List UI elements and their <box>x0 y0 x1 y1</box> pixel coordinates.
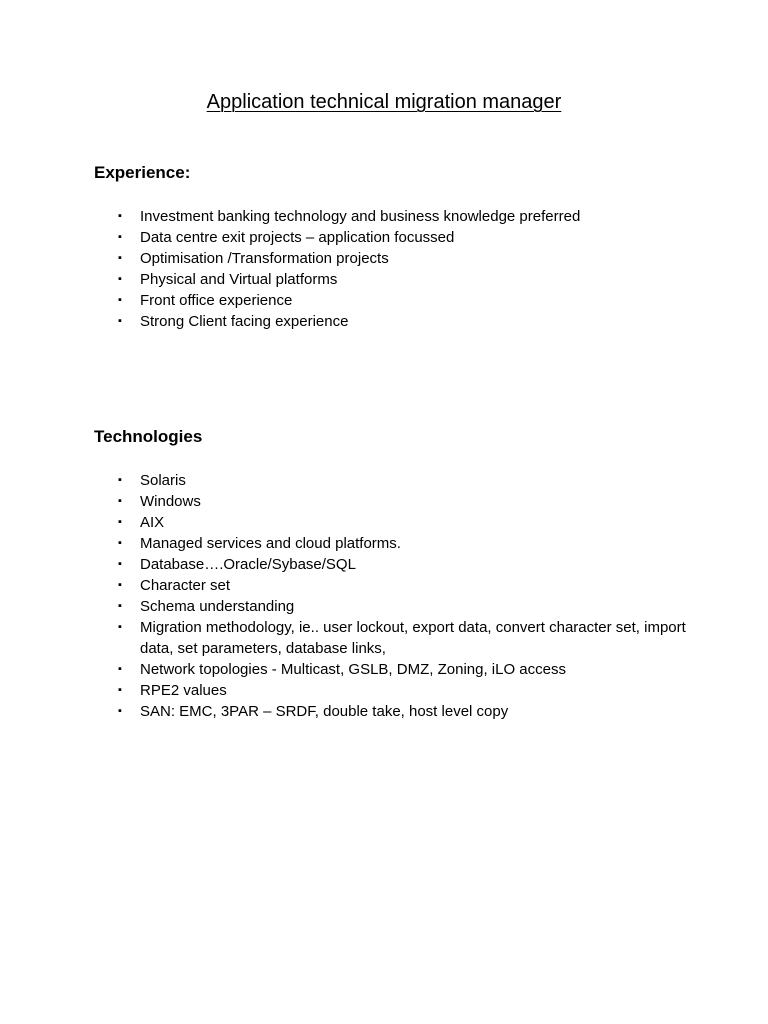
list-item-text: Optimisation /Transformation projects <box>140 250 389 267</box>
list-item <box>114 701 704 722</box>
list-item <box>114 491 704 512</box>
list-item <box>114 290 704 311</box>
experience-heading: Experience: <box>94 163 191 182</box>
bullet-icon: ▪ <box>118 495 122 507</box>
list-item-text: Managed services and cloud platforms. <box>140 535 401 552</box>
document-title-text: Application technical migration manager <box>206 91 562 113</box>
bullet-icon: ▪ <box>118 663 122 675</box>
list-item-text: Schema understanding <box>140 598 295 615</box>
list-item <box>114 575 704 596</box>
list-item <box>114 269 704 290</box>
bullet-icon: ▪ <box>118 621 122 633</box>
bullet-icon: ▪ <box>118 600 122 612</box>
experience-list <box>114 206 704 332</box>
list-item-text: Windows <box>140 493 201 510</box>
bullet-icon: ▪ <box>118 252 122 264</box>
list-item <box>114 554 704 575</box>
technologies-heading: Technologies <box>94 427 203 446</box>
list-item <box>114 227 704 248</box>
list-item <box>114 470 704 491</box>
bullet-icon: ▪ <box>118 705 122 717</box>
bullet-icon: ▪ <box>118 474 122 486</box>
list-item <box>114 533 704 554</box>
list-item <box>114 248 704 269</box>
list-item <box>114 311 704 332</box>
list-item-text: Strong Client facing experience <box>140 313 349 330</box>
list-item-text: RPE2 values <box>140 682 227 699</box>
bullet-icon: ▪ <box>118 516 122 528</box>
list-item <box>114 512 704 533</box>
document-title <box>0 89 768 115</box>
list-item-text: Migration methodology, ie.. user lockout, export data, convert character set, import data, set parameters, database links, <box>140 619 686 657</box>
list-item <box>114 680 704 701</box>
bullet-icon: ▪ <box>118 579 122 591</box>
bullet-icon: ▪ <box>118 294 122 306</box>
list-item <box>114 206 704 227</box>
list-item <box>114 659 704 680</box>
list-item-text: Database….Oracle/Sybase/SQL <box>140 556 356 573</box>
list-item-text: Network topologies - Multicast, GSLB, DMZ, Zoning, iLO access <box>140 661 566 678</box>
bullet-icon: ▪ <box>118 231 122 243</box>
list-item <box>114 596 704 617</box>
list-item-text: SAN: EMC, 3PAR – SRDF, double take, host level copy <box>140 703 509 720</box>
list-item-text: Solaris <box>140 472 186 489</box>
list-item-text: Character set <box>140 577 231 594</box>
technologies-list <box>114 470 704 722</box>
bullet-icon: ▪ <box>118 558 122 570</box>
list-item-text: AIX <box>140 514 165 531</box>
list-item-text: Front office experience <box>140 292 293 309</box>
bullet-icon: ▪ <box>118 210 122 222</box>
bullet-icon: ▪ <box>118 315 122 327</box>
list-item-text: Physical and Virtual platforms <box>140 271 338 288</box>
bullet-icon: ▪ <box>118 684 122 696</box>
bullet-icon: ▪ <box>118 537 122 549</box>
list-item-text: Data centre exit projects – application focussed <box>140 229 455 246</box>
list-item-text: Investment banking technology and business knowledge preferred <box>140 208 581 225</box>
list-item <box>114 617 704 659</box>
bullet-icon: ▪ <box>118 273 122 285</box>
